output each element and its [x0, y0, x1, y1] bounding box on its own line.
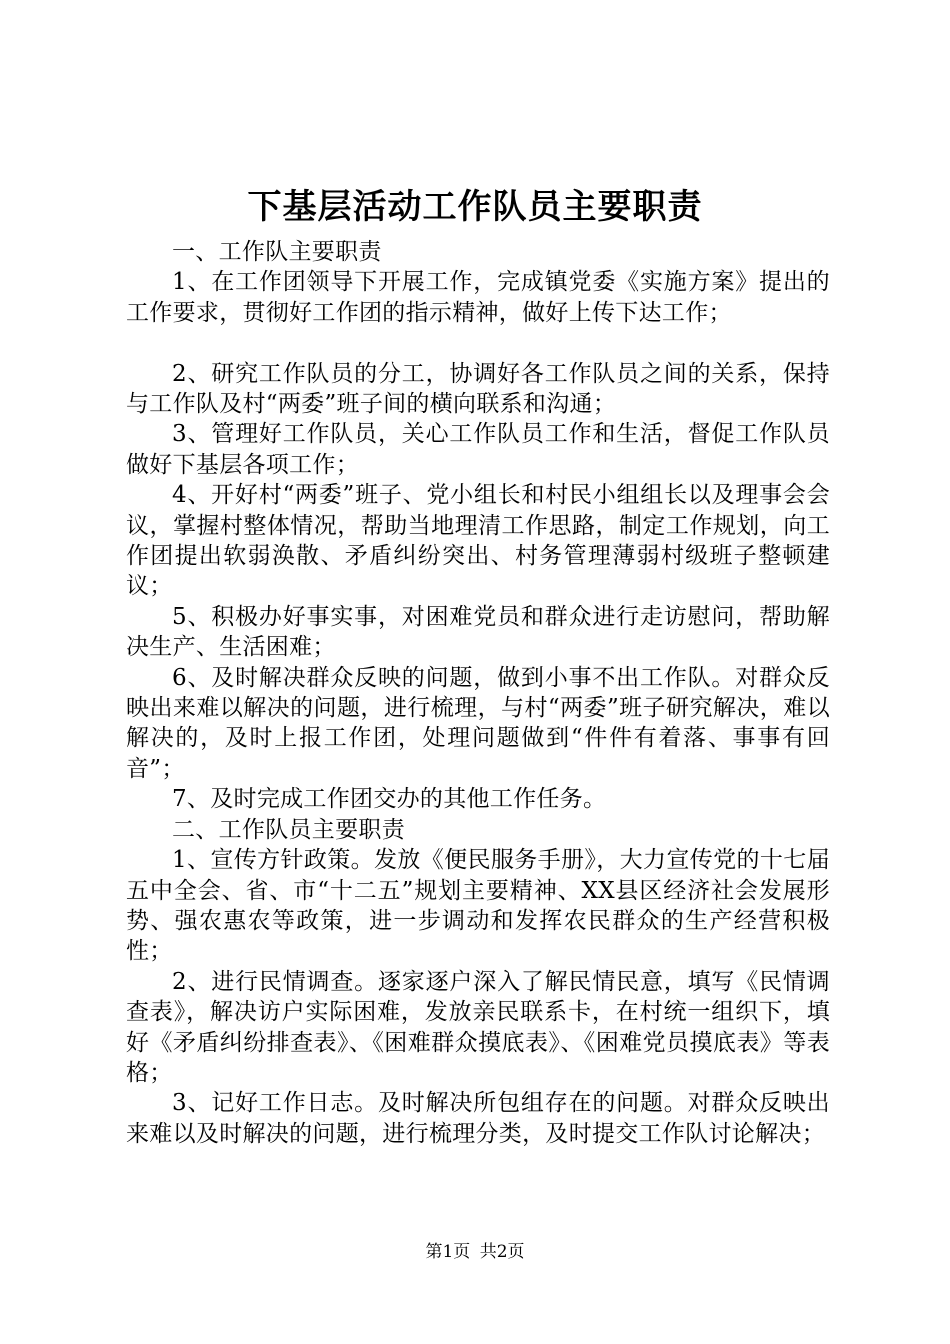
- section-heading: 二、工作队员主要职责: [172, 816, 405, 843]
- page-total: 共2页: [479, 1242, 525, 1262]
- document-title: 下基层活动工作队员主要职责: [247, 187, 703, 227]
- paragraph: 3、管理好工作队员，关心工作队员工作和生活，督促工作队员做好下基层各项工作；: [126, 421, 830, 478]
- paragraph: 1、宣传方针政策。发放《便民服务手册》，大力宣传党的十七届五中全会、省、市“十二五”规划主要精神、XX县区经济社会发展形势、强农惠农等政策，进一步调动和发挥农民群众的生产经营积极性；: [126, 847, 830, 965]
- section-heading: 一、工作队主要职责: [172, 239, 382, 265]
- blank-line: [126, 328, 830, 358]
- paragraph: 6、及时解决群众反映的问题，做到小事不出工作队。对群众反映出来难以解决的问题，进行梳理，与村“两委”班子研究解决，难以解决的，及时上报工作团，处理问题做到“件件有着落、事事有回音”；: [126, 664, 830, 782]
- paragraph: 2、进行民情调查。逐家逐户深入了解民情民意，填写《民情调查表》，解决访户实际困难，发放亲民联系卡，在村统一组织下，填好《矛盾纠纷排查表》、《困难群众摸底表》、《困难党员摸底表》等表格；: [126, 968, 830, 1086]
- page-footer: [0, 1240, 950, 1264]
- document-body: [126, 237, 830, 1149]
- paragraph: 1、在工作团领导下开展工作，完成镇党委《实施方案》提出的工作要求，贯彻好工作团的指示精神，做好上传下达工作；: [126, 269, 830, 326]
- paragraph: 5、积极办好事实事，对困难党员和群众进行走访慰问，帮助解决生产、生活困难；: [126, 603, 830, 661]
- paragraph: 7、及时完成工作团交办的其他工作任务。: [172, 786, 607, 813]
- paragraph: 3、记好工作日志。及时解决所包组存在的问题。对群众反映出来难以及时解决的问题，进行梳理分类，及时提交工作队讨论解决；: [126, 1090, 830, 1147]
- paragraph: 4、开好村“两委”班子、党小组长和村民小组组长以及理事会会议，掌握村整体情况，帮助当地理清工作思路，制定工作规划，向工作团提出软弱涣散、矛盾纠纷突出、村务管理薄弱村级班子整顿建议；: [126, 482, 830, 600]
- page-number: 第1页: [425, 1242, 471, 1262]
- paragraph: 2、研究工作队员的分工，协调好各工作队员之间的关系，保持与工作队及村“两委”班子间的横向联系和沟通；: [126, 360, 830, 418]
